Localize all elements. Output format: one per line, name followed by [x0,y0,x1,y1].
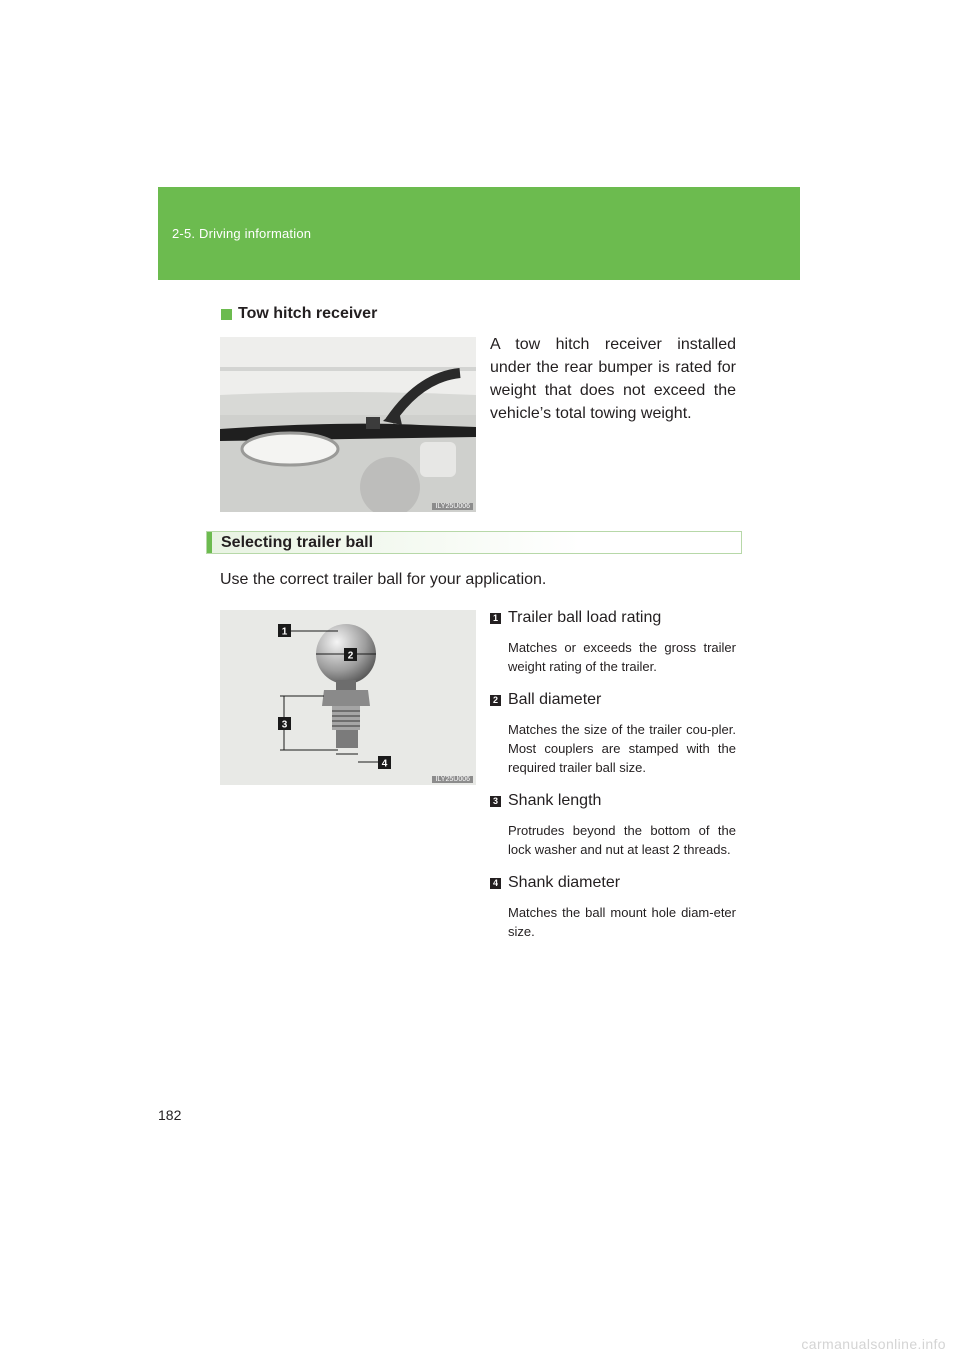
item-description: Protrudes beyond the bottom of the lock washer and nut at least 2 threads. [508,823,736,857]
list-item [490,688,736,777]
page-header [158,187,800,280]
callout-1-label: 1 [281,626,288,638]
callout-3-label: 3 [281,719,288,731]
callout-4-label: 4 [381,758,388,770]
watermark: carmanualsonline.info [801,1336,946,1352]
item-title: Trailer ball load rating [508,609,662,626]
tow-hitch-heading-text: Tow hitch receiver [238,305,378,322]
item-title: Ball diameter [508,691,602,708]
tow-hitch-illustration [220,337,476,512]
item-number-badge: 1 [490,613,501,624]
item-number-badge: 3 [490,796,501,807]
figure-code: ILY25U006 [432,503,473,510]
tow-hitch-figure [220,337,476,512]
list-item [490,789,736,859]
tow-hitch-description: A tow hitch receiver installed under the rear bumper is rated for weight that does not exceed the vehicle’s total towing weight. [490,336,736,422]
list-item [490,871,736,941]
section-intro: Use the correct trailer ball for your application. [220,571,547,588]
section-title: Selecting trailer ball [221,534,374,551]
figure-code: ILY25U006 [432,776,473,783]
trailer-ball-figure [220,610,476,785]
item-description: Matches the size of the trailer cou-pler. Most couplers are stamped with the required trailer ball size. [508,722,736,775]
trailer-ball-list [490,606,736,953]
item-description: Matches the ball mount hole diam-eter size. [508,905,736,939]
page-number: 182 [158,1107,182,1123]
section-accent [207,532,212,553]
section-breadcrumb: 2-5. Driving information [172,226,312,241]
trailer-ball-illustration [220,610,476,785]
square-bullet-icon [221,309,232,320]
item-number-badge: 4 [490,878,501,889]
item-number-badge: 2 [490,695,501,706]
item-description: Matches or exceeds the gross trailer weight rating of the trailer. [508,640,736,674]
tow-hitch-heading [221,305,377,323]
list-item [490,606,736,676]
item-title: Shank diameter [508,874,621,891]
callout-2-label: 2 [347,650,354,662]
section-header-bar [206,531,742,554]
item-title: Shank length [508,792,602,809]
